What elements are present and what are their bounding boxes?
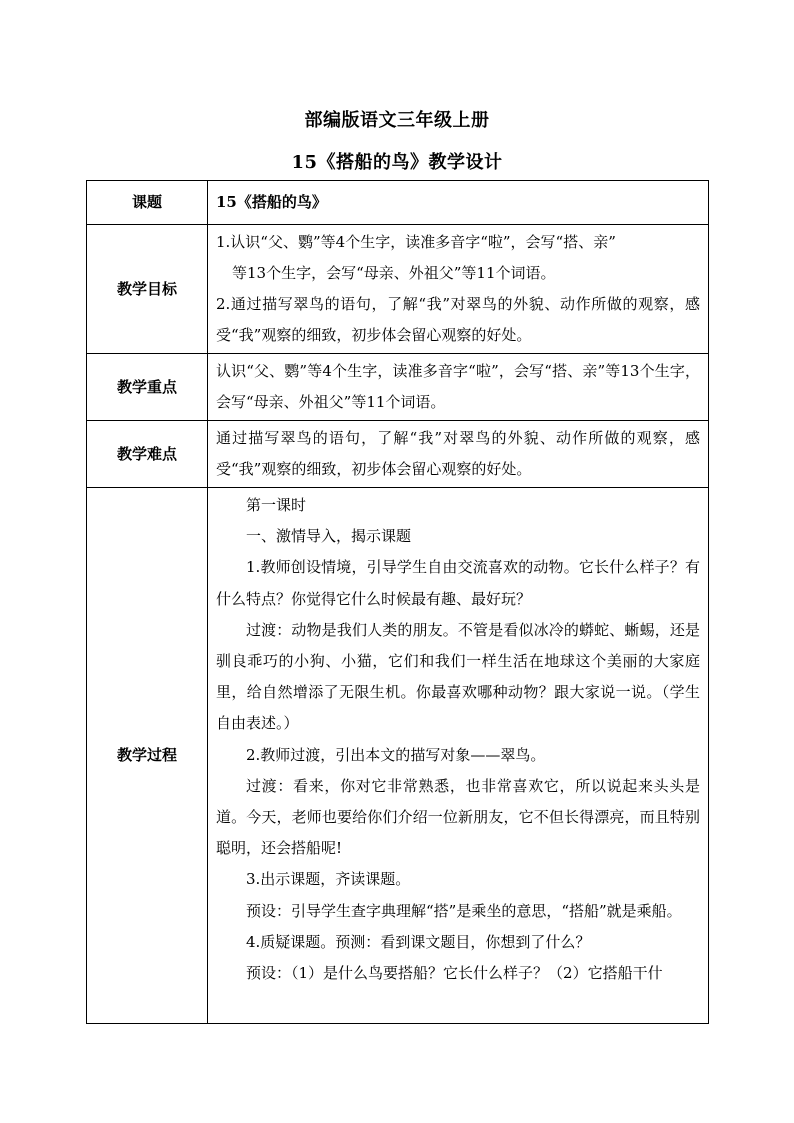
process-paragraph: 1.教师创设情境，引导学生自由交流喜欢的动物。它长什么样子？有什么特点？你觉得它什么时候最有趣、最好玩？ — [216, 558, 700, 608]
process-paragraph: 过渡：看来，你对它非常熟悉，也非常喜欢它，所以说起来头头是道。今天，老师也要给你们介绍一位新朋友，它不但长得漂亮，而且特别聪明，还会搭船呢! — [216, 776, 700, 858]
topic-label: 课题 — [87, 181, 208, 225]
table-row-key-points — [87, 354, 709, 421]
topic-value: 15《搭船的鸟》 — [208, 181, 709, 225]
table-row-process — [87, 488, 709, 1024]
document-title: 部编版语文三年级上册 — [304, 110, 490, 131]
process-paragraph: 2.教师过渡，引出本文的描写对象——翠鸟。 — [246, 745, 546, 764]
process-body — [216, 490, 700, 1021]
lesson-plan-table — [86, 180, 709, 1024]
process-paragraph: 预设：（1）是什么鸟要搭船？它长什么样子？（2）它搭船干什 — [246, 964, 663, 983]
process-paragraph: 4.质疑课题。预测：看到课文题目，你想到了什么？ — [246, 932, 591, 951]
goal-item-1: 1.认识“父、鹦”等4个生字，读准多音字“啦”，会写“搭、亲” — [216, 233, 616, 251]
difficulties-text: 通过描写翠鸟的语句，了解“我”对翠鸟的外貌、动作所做的观察，感受“我”观察的细致，初步体会留心观察的好处。 — [208, 421, 709, 488]
table-row-difficulties — [87, 421, 709, 488]
process-paragraph: 第一课时 — [246, 496, 307, 514]
goal-item-2: 2.通过描写翠鸟的语句，了解“我”对翠鸟的外貌、动作所做的观察，感受“我”观察的细致，初步体会留心观察的好处。 — [216, 295, 700, 344]
table-row-goals — [87, 225, 709, 354]
process-paragraph: 一、激情导入，揭示课题 — [246, 527, 412, 546]
process-content — [208, 488, 709, 1024]
key-points-label: 教学重点 — [87, 354, 208, 421]
goal-item-1-cont: 等13个生字，会写“母亲、外祖父”等11个词语。 — [232, 264, 556, 282]
document-subtitle: 15《搭船的鸟》教学设计 — [291, 152, 503, 173]
process-paragraph: 过渡：动物是我们人类的朋友。不管是看似冰冷的蟒蛇、蜥蜴，还是驯良乖巧的小狗、小猫，它们和我们一样生活在地球这个美丽的大家庭里，给自然增添了无限生机。你最喜欢哪种动物？跟大家说一说。（学生自由表述。） — [216, 620, 700, 733]
process-paragraph: 3.出示课题，齐读课题。 — [246, 870, 411, 889]
key-points-text: 认识“父、鹦”等4个生字，读准多音字“啦”，会写“搭、亲”等13个生字，会写“母亲、外祖父”等11个词语。 — [208, 354, 709, 421]
goals-label: 教学目标 — [87, 225, 208, 354]
difficulties-label: 教学难点 — [87, 421, 208, 488]
table-row-topic — [87, 181, 709, 225]
process-paragraph: 预设：引导学生查字典理解“搭”是乘坐的意思，“搭船”就是乘船。 — [246, 901, 682, 920]
process-label: 教学过程 — [87, 488, 208, 1024]
goals-content — [208, 225, 709, 354]
